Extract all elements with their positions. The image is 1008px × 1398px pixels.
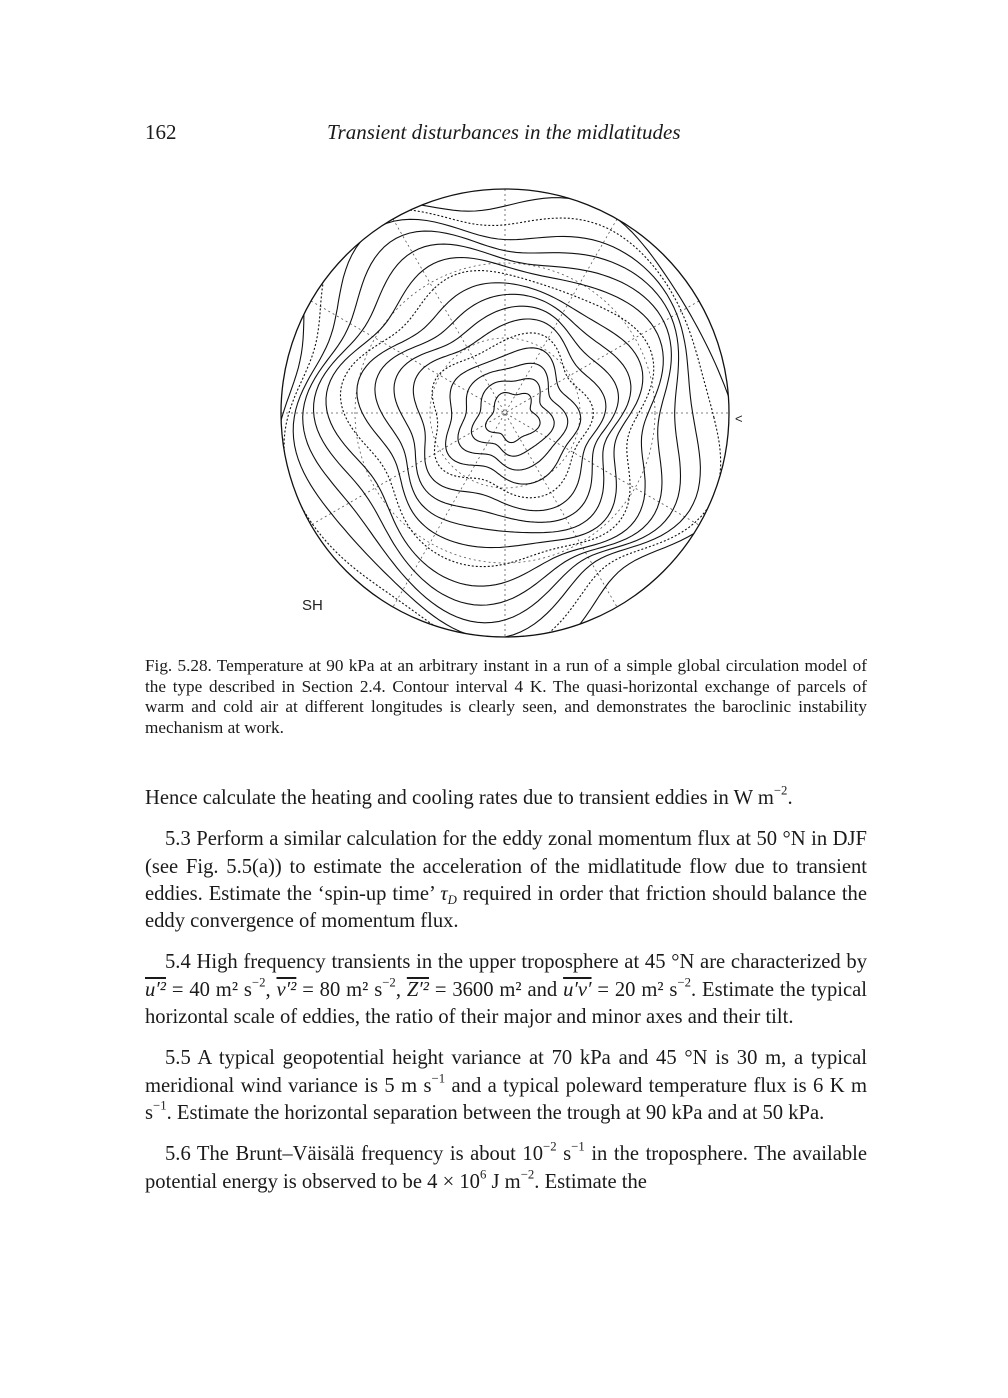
figure-caption [145,656,867,738]
temperature-contours [275,198,740,663]
question-5-3: 5.3 Perform a similar calculation for the eddy zonal momentum flux at 50 °N in DJF (see Fig. 5.5(a)) to estimate the acceleration of the midlatitude flow due to transient eddies. Estimate the ‘spin-up time’ $\tau_D$ required in order that friction should balance the eddy convergence of momentum flux. [145,828,867,933]
latitude-longitude-grid [281,189,729,637]
running-header [145,120,865,150]
temperature-contour [432,333,593,498]
temperature-contour [486,393,541,443]
body-text [145,785,867,1210]
temperature-contour [326,258,663,587]
question-5-6: 5.6 The Brunt–Väisälä frequency is about $10^{-2}$ $s^{-1}$ in the troposphere. The available potential energy is observed to be $4 \times 10^6$ J $m^{-2}$. Estimate the [145,1139,867,1193]
temperature-contour [340,271,653,567]
temperature-contour [458,363,568,470]
question-number: 5.3 [165,828,191,851]
temperature-contour [284,209,721,651]
arrow-marker: < [735,411,743,426]
polar-temperature-contour-map [270,183,743,648]
question-number: 5.6 [165,1143,191,1166]
temperature-contour [303,231,681,623]
temperature-contour [357,283,643,548]
hemisphere-label: SH [302,597,323,614]
page-number: 162 [145,120,177,144]
running-title: Transient disturbances in the midlatitudes [327,120,681,144]
temperature-contour [293,219,700,638]
question-5-5: 5.5 A typical geopotential height variance at 70 kPa and 45 °N is 30 m, a typical meridional wind variance is 5 m $s^{-1}$ and a typical poleward temperature flux is 6 K m $s^{-1}$. Estimate the horizontal separation between the trough at 90 kPa and at 50 kPa. [145,1047,867,1124]
temperature-contour [314,244,672,605]
temperature-contour [394,306,619,522]
question-number: 5.4 [165,951,191,974]
caption-text: Fig. 5.28. Temperature at 90 kPa at an arbitrary instant in a run of a simple global circulation model of the type described in Section 2.4. Contour interval 4 K. The quasi-horizontal exchange of parcels of warm and cold air at different longitudes is clearly seen, and demonstrates the baroclinic instability mechanism at work. [145,656,867,737]
paragraph-heating-rates: Hence calculate the heating and cooling rates due to transient eddies in W $m^{-2}$. [145,783,793,809]
contour-map-svg [270,183,743,648]
temperature-contour [375,294,631,532]
question-number: 5.5 [165,1047,191,1070]
question-5-4: 5.4 High frequency transients in the upper troposphere at 45 °N are characterized by u′² = 40 m² $s^{-2}$, v′² = 80 m² $s^{-2}$, Z′² = 3600 m² and u′v′ = 20 m² $s^{-2}$. Estimate the typical horizontal scale of eddies, the ratio of their major and minor axes and their tilt. [145,951,867,1029]
temperature-contour [413,319,606,511]
temperature-contour [471,379,554,457]
